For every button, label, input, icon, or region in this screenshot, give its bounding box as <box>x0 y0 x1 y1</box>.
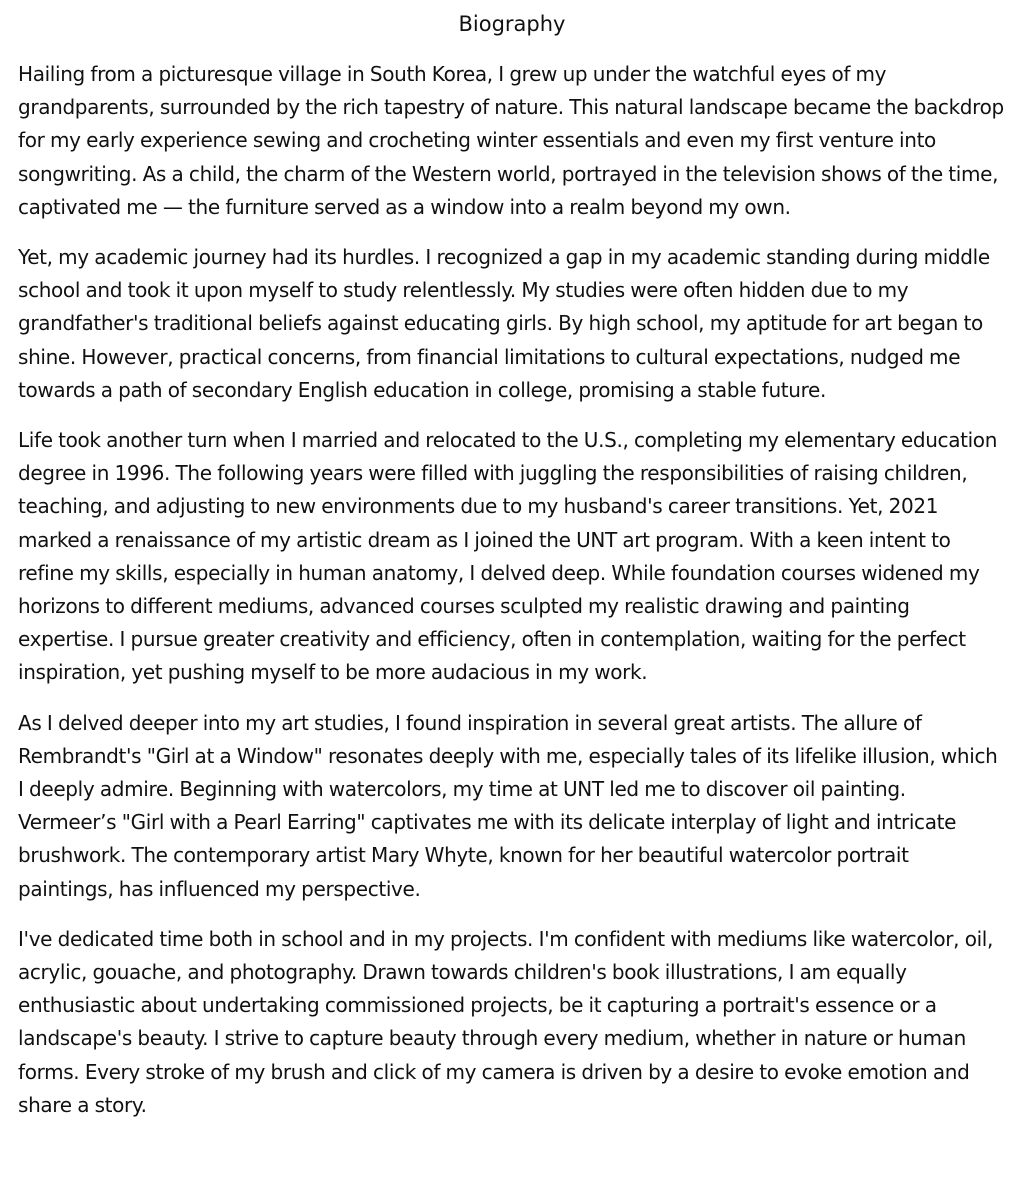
paragraph-childhood: Hailing from a picturesque village in South Korea, I grew up under the watchful eyes of my grandparents, surrounded by the rich tapestry of nature. This natural landscape became the backdrop for my early experience sewing and crocheting winter essentials and even my first venture into songwriting. As a child, the charm of the Western world, portrayed in the television shows of the time, captivated me — the furniture served as a window into a realm beyond my own. <box>18 62 1004 219</box>
paragraph-career: Life took another turn when I married and relocated to the U.S., completing my elementary education degree in 1996. The following years were filled with juggling the responsibilities of raising children, teaching, and adjusting to new environments due to my husband's career transitions. Yet, 2021 marked a renaissance of my artistic dream as I joined the UNT art program. With a keen intent to refine my skills, especially in human anatomy, I delved deep. While foundation courses widened my horizons to different mediums, advanced courses sculpted my realistic drawing and painting expertise. I pursue greater creativity and efficiency, often in contemplation, waiting for the perfect inspiration, yet pushing myself to be more audacious in my work. <box>18 428 998 685</box>
paragraph-mediums: I've dedicated time both in school and in my projects. I'm confident with mediums like watercolor, oil, acrylic, gouache, and photography. Drawn towards children's book illustrations, I am equally enthusiastic about undertaking commissioned projects, be it capturing a portrait's essence or a landscape's beauty. I strive to capture beauty through every medium, whether in nature or human forms. Every stroke of my brush and click of my camera is driven by a desire to evoke emotion and share a story. <box>18 926 994 1117</box>
paragraph-inspiration: As I delved deeper into my art studies, I found inspiration in several great artists. The allure of Rembrandt's "Girl at a Window" resonates deeply with me, especially tales of its lifelike illusion, which I deeply admire. Beginning with watercolors, my time at UNT led me to discover oil painting. Vermeer’s "Girl with a Pearl Earring" captivates me with its delicate interplay of light and intricate brushwork. The contemporary artist Mary Whyte, known for her beautiful watercolor portrait paintings, has influenced my perspective. <box>18 710 998 901</box>
page-title: Biography <box>458 12 566 36</box>
paragraph-education: Yet, my academic journey had its hurdles. I recognized a gap in my academic standing during middle school and took it upon myself to study relentlessly. My studies were often hidden due to my grandfather's traditional beliefs against educating girls. By high school, my aptitude for art began to shine. However, practical concerns, from financial limitations to cultural expectations, nudged me towards a path of secondary English education in college, promising a stable future. <box>18 245 990 402</box>
